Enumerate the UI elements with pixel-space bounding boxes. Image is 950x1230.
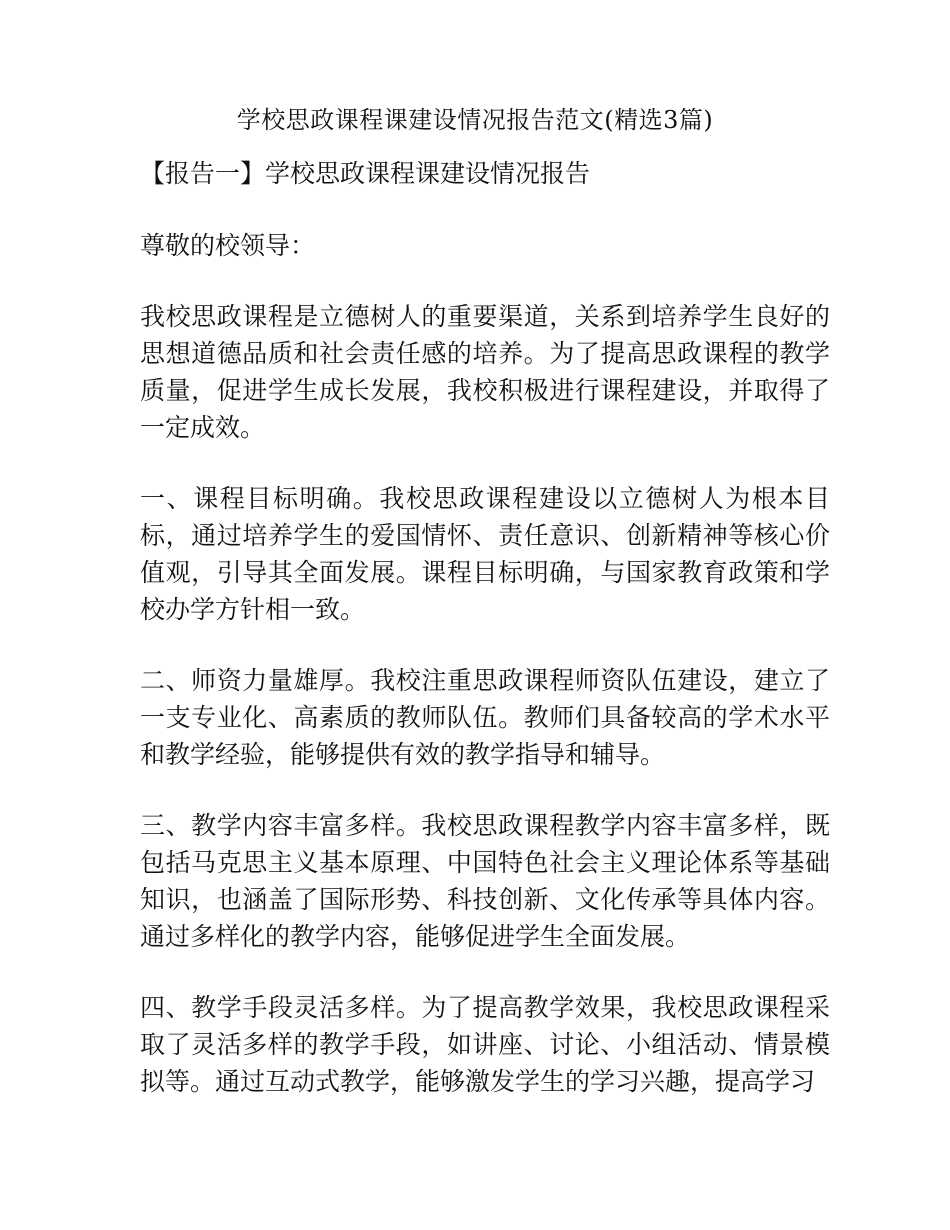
- paragraph-teaching-methods: 四、教学手段灵活多样。为了提高教学效果，我校思政课程采取了灵活多样的教学手段，如讲座、讨论、小组活动、情景模拟等。通过互动式教学，能够激发学生的学习兴趣，提高学习: [140, 993, 830, 1096]
- document-body: [140, 228, 830, 1134]
- report-heading: 【报告一】学校思政课程课建设情况报告: [140, 159, 591, 188]
- greeting: 尊敬的校领导：: [140, 231, 316, 260]
- paragraph-teaching-content: 三、教学内容丰富多样。我校思政课程教学内容丰富多样，既包括马克思主义基本原理、中国特色社会主义理论体系等基础知识，也涵盖了国际形势、科技创新、文化传承等具体内容。通过多样化的教学内容，能够促进学生全面发展。: [140, 811, 830, 951]
- paragraph-intro: 我校思政课程是立德树人的重要渠道，关系到培养学生良好的思想道德品质和社会责任感的培养。为了提高思政课程的教学质量，促进学生成长发展，我校积极进行课程建设，并取得了一定成效。: [140, 302, 830, 442]
- paragraph-teaching-staff: 二、师资力量雄厚。我校注重思政课程师资队伍建设，建立了一支专业化、高素质的教师队伍。教师们具备较高的学术水平和教学经验，能够提供有效的教学指导和辅导。: [140, 666, 830, 769]
- document-title: 学校思政课程课建设情况报告范文(精选3篇): [236, 106, 714, 134]
- paragraph-course-goals: 一、课程目标明确。我校思政课程建设以立德树人为根本目标，通过培养学生的爱国情怀、责任意识、创新精神等核心价值观，引导其全面发展。课程目标明确，与国家教育政策和学校办学方针相一致。: [140, 484, 830, 624]
